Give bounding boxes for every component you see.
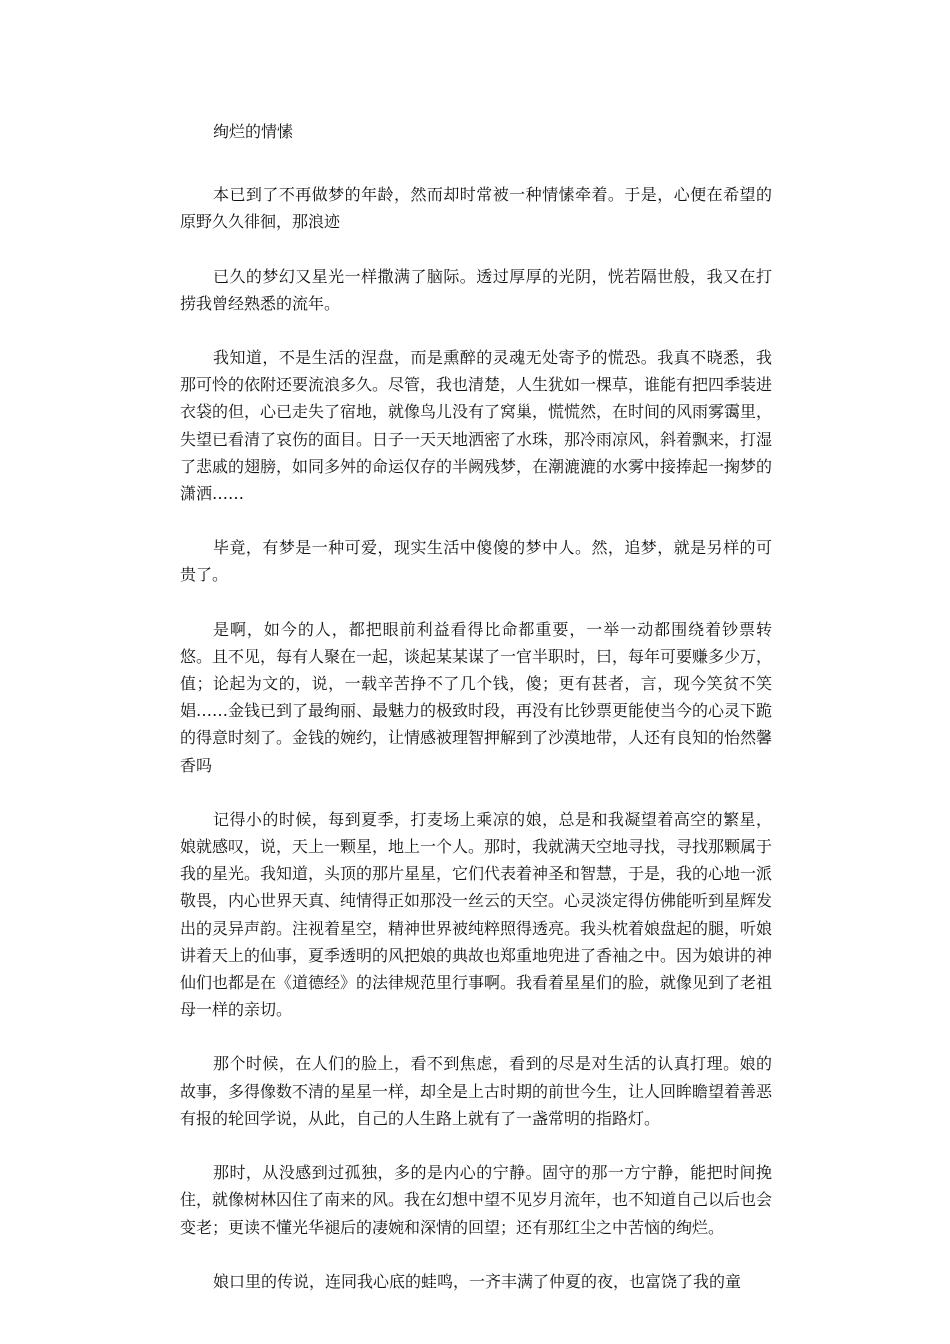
paragraph: 我知道，不是生活的涅盘，而是熏醉的灵魂无处寄予的慌恐。我真不晓悉，我那可怜的依附还要流浪多久。尽管，我也清楚，人生犹如一棵草，谁能有把四季装进衣袋的但，心已走失了宿地，就像鸟儿没有了窝巢，慌慌然，在时间的风雨雾霭里，失望已看清了哀伤的面目。日子一天天地洒密了水珠，那冷雨凉风，斜着飘来，打湿了悲戚的翅膀，如同多舛的命运仅存的半阙残梦，在潮漉漉的水雾中接捧起一掬梦的潇洒…… xyxy=(180,348,773,504)
article-title: 绚烂的情愫 xyxy=(213,122,294,141)
document-page xyxy=(180,118,772,1295)
paragraph: 那时，从没感到过孤独，多的是内心的宁静。固守的那一方宁静，能把时间挽住，就像树林囚住了南来的风。我在幻想中望不见岁月流年，也不知道自己以后也会变老；更读不懂光华褪后的凄婉和深情的回望；还有那红尘之中苦恼的绚烂。 xyxy=(180,1163,773,1237)
paragraph: 本已到了不再做梦的年龄，然而却时常被一种情愫牵着。于是，心便在希望的原野久久徘徊，那浪迹 xyxy=(180,185,772,232)
paragraph: 已久的梦幻又星光一样撒满了脑际。透过厚厚的光阴，恍若隔世般，我又在打捞我曾经熟悉的流年。 xyxy=(180,266,772,313)
paragraph: 是啊，如今的人，都把眼前利益看得比命都重要，一举一动都围绕着钞票转悠。且不见，每有人聚在一起，谈起某某谋了一官半职时，曰，每年可要赚多少万，值；论起为文的，说，一载辛苦挣不了几个钱，傻；更有甚者，言，现今笑贫不笑娼……金钱已到了最绚丽、最魅力的极致时段，再没有比钞票更能使当今的心灵下跪的得意时刻了。金钱的婉约，让情感被理智押解到了沙漠地带，人还有良知的怡然馨香吗 xyxy=(180,619,773,775)
paragraph: 毕竟，有梦是一种可爱，现实生活中傻傻的梦中人。然，追梦，就是另样的可贵了。 xyxy=(180,538,772,585)
paragraph: 娘口里的传说，连同我心底的蛙鸣，一齐丰满了仲夏的夜，也富饶了我的童 xyxy=(213,1271,742,1291)
paragraph: 那个时候，在人们的脸上，看不到焦虑，看到的尽是对生活的认真打理。娘的故事，多得像数不清的星星一样，却全是上古时期的前世今生，让人回眸瞻望着善恶有报的轮回学说，从此，自己的人生路上就有了一盏常明的指路灯。 xyxy=(180,1054,773,1128)
paragraph: 记得小的时候，每到夏季，打麦场上乘凉的娘，总是和我凝望着高空的繁星，娘就感叹，说，天上一颗星，地上一个人。那时，我就满天空地寻找，寻找那颗属于我的星光。我知道，头顶的那片星星，它们代表着神圣和智慧，于是，我的心地一派敬畏，内心世界天真、纯情得正如那没一丝云的天空。心灵淡定得仿佛能听到星辉发出的灵异声韵。注视着星空，精神世界被纯粹照得透亮。我头枕着娘盘起的腿，听娘讲着天上的仙事，夏季透明的风把娘的典故也郑重地兜进了香袖之中。因为娘讲的神仙们也都是在《道德经》的法律规范里行事啊。我看着星星们的脸，就像见到了老祖母一样的亲切。 xyxy=(180,809,773,1020)
